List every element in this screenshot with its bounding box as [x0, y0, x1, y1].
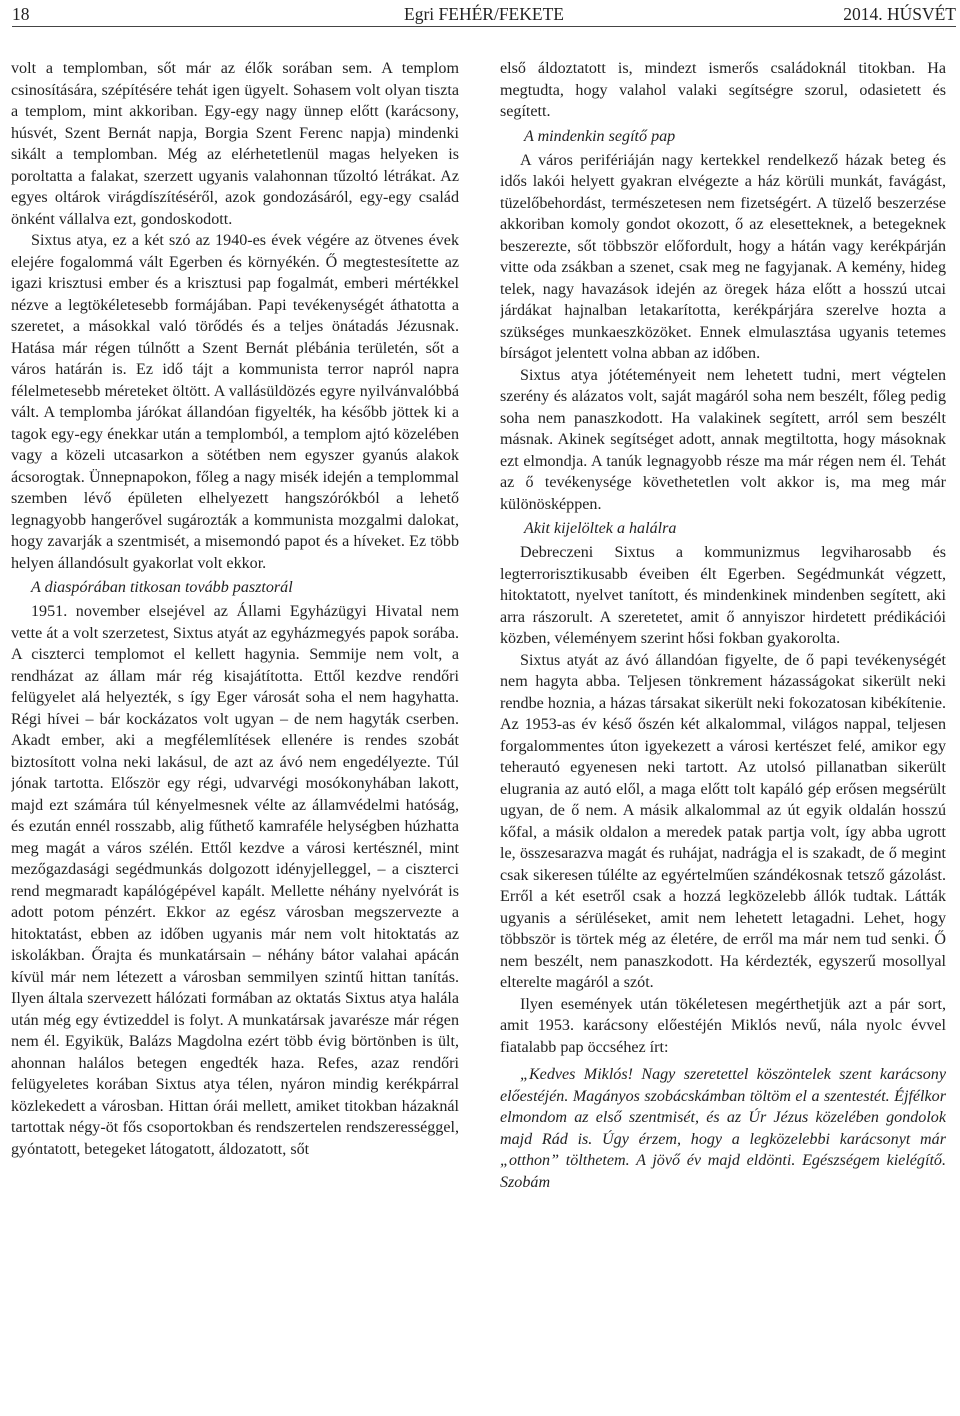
page-number: 18 — [12, 4, 30, 24]
right-paragraph-6: Ilyen események után tökéletesen megérthetjük azt a pár sort, amit 1953. karácsony előestéjén Miklós nevű, nála nyolc évvel fiatalabb pap öccséhez írt: — [500, 995, 946, 1056]
right-paragraph-4: Debreczeni Sixtus a kommunizmus legviharosabb és legterrorisztikusabb éveiben élt Egerben. Segédmunkát végzett, hitoktatott, nyelvet tanított, és mindenkinek mindenben segített, aki arra rászorult. A szeretetet, amit ő annyiszor hirdetett prédikációi közben, véleményem szerint hősi fokban gyakorolta. — [500, 544, 946, 647]
issue-label: 2014. HÚSVÉT — [843, 4, 956, 24]
right-paragraph-1: első áldoztatott is, mindezt ismerős családoknál titokban. Ha megtudta, hogy valahol valaki segítségre szorul, odasietett és segített. — [500, 60, 946, 120]
right-paragraph-3: Sixtus atya jótéteményeit nem lehetett tudni, mert végtelen szerény és alázatos volt, saját magáról soha nem beszélt, főleg pedig soha nem panaszkodott. Ha valakinek segített, arról sem beszélt másnak. Akinek segítséget adott, annak megtiltotta, hogy másoknak ezt elmondja. A tanúk legnagyobb része ma már régen nem él. Tehát az ő tevékenysége követhetetlen volt akkor is, ma meg már különösképpen. — [500, 366, 946, 513]
left-paragraph-3: 1951. november elsejével az Állami Egyházügyi Hivatal nem vette át a volt szerzetest, Sixtus atyát az egyházmegyés papok sorába. A ciszterci templomot el kellett hagynia. Semmije nem volt, a rendházat az állam már rég kisajátította. Ettől kezdve rendőri felügyelet alá helyezték, s így Eger városát soha el nem hagyhatta. Régi hívei – bár kockázatos volt ugyan – de nem hagyták cserben. Akadt ember, aki a megfélemlítések ellenére is rendes szobát biztosított volna neki lakásul, de azt az ávó nem engedélyezte. Túl jónak tartotta. Először egy régi, udvarvégi mosókonyhában lakott, majd ezt számára túl kényelmesnek vélte az államvédelmi hatóság, és ezután ennél rosszabb, alig fűthető kamraféle helységben húzhatta meg magát a város szélén. Ettől kezdve a városi kertésznél, mint mezőgazdasági segédmunkás dolgozott idényjelleggel, – a ciszterci rend megmaradt kapálógépével kapált. Mellette néhány nyelvórát is adott potom pénzért. Ekkor az egész városban megszervezte a hitoktatást, ebben az időben ugyanis már nem volt hitoktatás az iskolákban. Őrajta és munkatársain – néhány bátor valahai apácán kívül már nem létezett a városban semmilyen szintű hittan tanítás. Ilyen általa szervezett hálózati formában az oktatás Sixtus atya halála után még egy évtizeddel is folyt. A munkatársak javarésze már régen nem él. Egyikük, Balázs Magdolna ezért több évig börtönben is ült, ahonnan halálos betegen engedték haza. Refes, azaz rendőri felügyeletes korában Sixtus atya télen, nyáron mindig kerékpárral közlekedett a városban. Hittan órái mellett, amiket titokban házaknál tartottak négy-öt fős csoportokban és rendszertelen rendszerességgel, gyóntatott, betegeket látogatott, áldozatott, sőt — [11, 603, 459, 1158]
left-paragraph-1: volt a templomban, sőt már az élők sorában sem. A templom csinosítására, szépítésére tehát igen ügyelt. Sohasem volt olyan tiszta a templom, mint akkoriban. Egy-egy nagy ünnep előtt (karácsony, húsvét, Szent Bernát napja, Borgia Szent Ferenc napja) mindenki sikált a templomban. Még az elérhetetlenül magas helyeken is poroltatta a falakat, szerzett ugyanis valahonnan tűzoltó létrákat. Az egyes oltárok virágdíszítéséről, azok gondozásáról, egy-egy család önként vállalva ezt, gondoskodott. — [11, 60, 459, 228]
left-column — [11, 58, 459, 1410]
right-subheading-1: A mindenkin segítő pap — [524, 127, 676, 145]
left-subheading-1: A diaspórában titkosan tovább pasztorál — [31, 579, 293, 596]
right-column — [500, 58, 946, 1410]
letter-quote: „Kedves Miklós! Nagy szeretettel köszöntelek szent karácsony előestéjén. Magányos szobácskámban töltöm el a szentestét. Éjfélkor elmondom az első szentmisét, és az Úr Jézus közelében gondolok majd Rád is. Úgy érzem, hogy a legközelebbi karácsonyt már „otthon” tölthetem. A jövő év majd eldönti. Egészségem kielégítő. Szobám — [500, 1066, 946, 1191]
right-paragraph-2: A város perifériáján nagy kertekkel rendelkező házak beteg és idős lakói helyett gyakran elvégezte a ház körüli munkát, favágást, tüzelőbehordást, természetesen nem fizetségért. A tüzelő beszerzése akkoriban komoly gondot okozott, ő az elesetteknek, a betegeknek beszerezte, sőt többször előfordult, hogy a hátán vagy kerékpárján vitte oda zsákban a szenet, csak meg ne fagyjanak. A kemény, hideg telek, nagy havazások idején az öregek háza előtt a hosszú utcai járdákat hajnalban letakarította, kerékpárjára szerelve hozta a szükséges munkaeszközöket. Ennek elmulasztása ugyanis tetemes bírságot jelentett volna abban az időben. — [500, 151, 946, 362]
publication-title: Egri FEHÉR/FEKETE — [404, 4, 564, 24]
right-paragraph-5: Sixtus atyát az ávó állandóan figyelte, de ő papi tevékenységét nem hagyta abba. Teljesen tönkrement házasságokat sikerült neki rendbe hoznia, a házas társakat sikerült neki fokozatosan kibékítenie. Az 1953-as év késő őszén két alkalommal, világos nappal, teljesen forgalommentes úton igyekezett a városi kertészet felé, amikor egy teherautó egyenesen neki tartott. Az utolsó pillanatban sikerült elugrania az autó elől, a maga előtt tolt kapáló gép erősen megsérült ugyan, de ő nem. A másik alkalommal az út egyik oldalán hosszú kőfal, a másik oldalon a meredek patak partja volt, így abba ugrott le, összesarazva magát és ruhájat, nadrágja el is szakadt, de ő megint csak sikeresen túlélte az egyértelműen szándékosnak tetsző gázolást. Erről a két esetről csak a hozzá legközelebb állók tudtak. Látták ugyanis a sérüléseket, amit nem lehetett letagadni. Lehet, hogy többször is törtek még az életére, de erről ma már nem tud senki. Ő nem beszélt, nem panaszkodott. Ha kérdezték, egyszerű mosollyal elterelte magáról a szót. — [500, 651, 946, 991]
left-paragraph-2: Sixtus atya, ez a két szó az 1940-es évek végére az ötvenes évek elejére fogalommá vált Egerben és környékén. Ő megtestesítette az igazi krisztusi ember és a krisztusi pap fogalmát, emberi mértékkel nézve a legtökéletesebb formájában. Papi tevékenységét áthatotta a szeretet, a másokkal való törődés és a teljes önátadás Jézusnak. Hatása már régen túlnőtt a Szent Bernát plébánia területén, sőt a város határán is. Ez idő tájt a kommunista terror napról napra félelmetesebb méreteket öltött. A vallásüldözés egyre nyilvánvalóbbá vált. A templomba járókat állandóan figyelték, ha később jöttek ki a tagok egy-egy énekkar után a templomból, a templom ajtó közelében vagy a közeli utcasarkon a sötétben nem egyszer gyanús alakok ácsorogtak. Ünnepnapokon, főleg a nagy misék idején a templommal szemben lévő épületen elhelyezett hangszórókból a lehető legnagyobb hangerővel sugározták a kommunista mozgalmi dalokat, hogy zavarják a szentmisét, a misemondó papot és a híveket. Ez több helyen állandósult gyakorlat volt ekkor. — [11, 232, 459, 572]
page-header — [12, 0, 956, 27]
right-subheading-2: Akit kijelöltek a halálra — [524, 520, 677, 537]
